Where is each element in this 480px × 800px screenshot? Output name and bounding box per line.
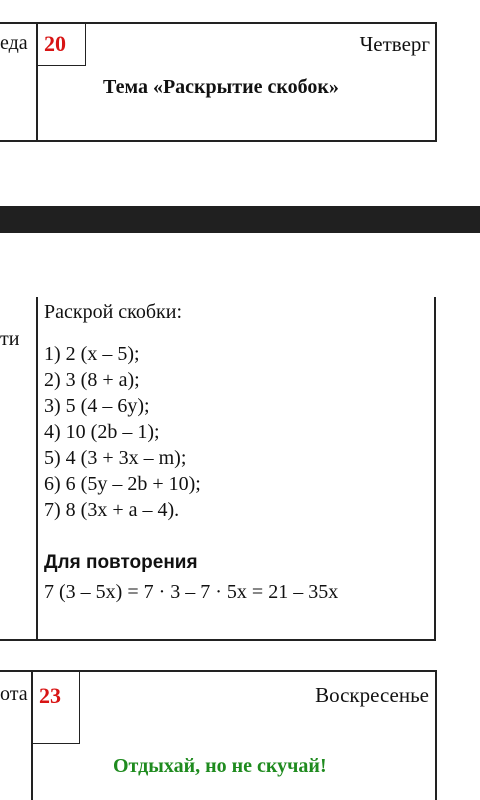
day-name: Четверг xyxy=(359,32,430,56)
previous-day-fragment: ти xyxy=(0,328,20,350)
exercise-item: 6) 6 (5y – 2b + 10); xyxy=(44,473,201,495)
day-number: 20 xyxy=(44,31,66,56)
right-border xyxy=(435,22,437,142)
bottom-border xyxy=(0,140,436,142)
exercise-item: 5) 4 (3 + 3x – m); xyxy=(44,447,187,469)
left-column-divider xyxy=(36,297,38,640)
exercise-item: 1) 2 (x – 5); xyxy=(44,343,140,365)
review-example: 7 (3 – 5x) = 7 · 3 – 7 · 5x = 21 – 35x xyxy=(44,581,339,603)
topic-title: Тема «Раскрытие скобок» xyxy=(103,76,339,98)
bottom-border xyxy=(0,639,436,641)
exercise-item: 7) 8 (3x + a – 4). xyxy=(44,499,180,521)
previous-day-fragment: еда xyxy=(0,32,28,54)
review-heading: Для повторения xyxy=(44,552,198,573)
exercise-item: 3) 5 (4 – 6y); xyxy=(44,395,150,417)
dark-separator-bar xyxy=(0,206,480,233)
day-number: 23 xyxy=(39,683,61,708)
previous-day-fragment: ота xyxy=(0,683,28,705)
exercise-item: 2) 3 (8 + a); xyxy=(44,369,140,391)
rest-message: Отдыхай, но не скучай! xyxy=(113,755,327,777)
right-border xyxy=(435,670,437,800)
right-border xyxy=(434,297,436,640)
instruction-text: Раскрой скобки: xyxy=(44,301,183,323)
day-name: Воскресенье xyxy=(315,683,429,707)
exercise-item: 4) 10 (2b – 1); xyxy=(44,421,160,443)
